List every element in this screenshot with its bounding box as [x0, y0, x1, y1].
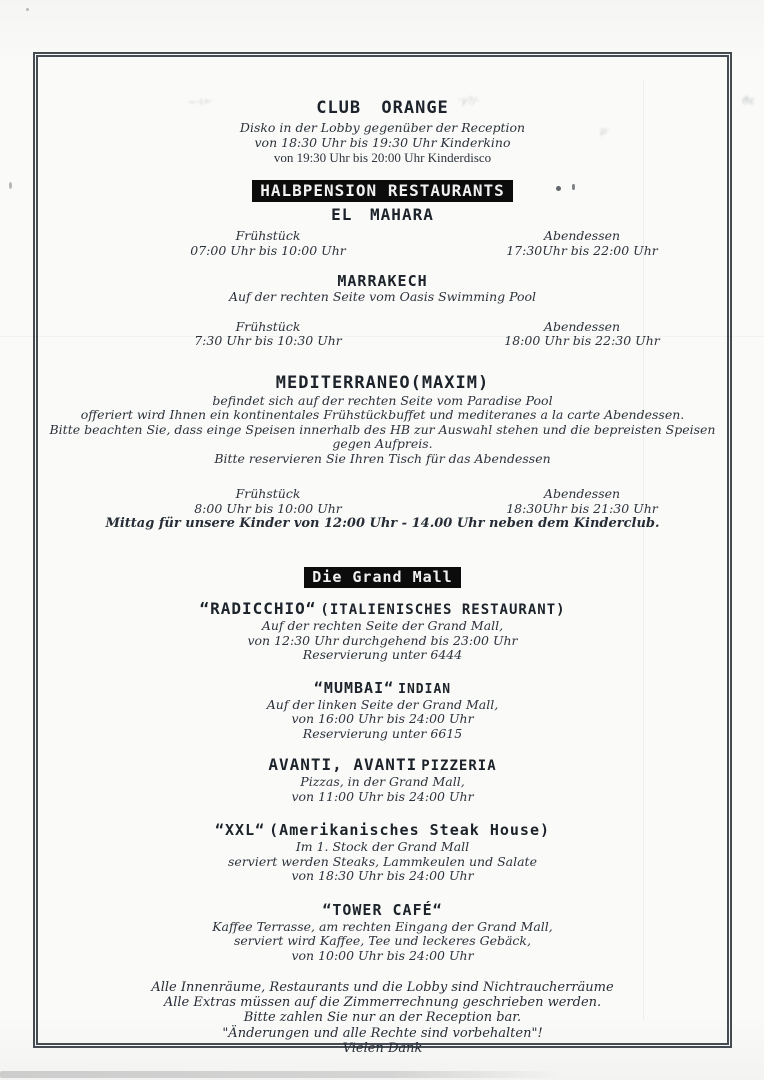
breakfast-label: Frühstück [235, 318, 301, 334]
dinner-column [447, 320, 717, 349]
mediterraneo-line: offeriert wird Ihnen ein kontinentales Frühstückbuffet und mediteranes a la carte Abendessen. [80, 407, 685, 422]
xxl-line: serviert werden Steaks, Lammkeulen und Salate [228, 853, 537, 869]
radicchio-info [38, 619, 727, 663]
dinner-column [447, 229, 717, 258]
scan-speck [26, 8, 29, 11]
marrakech-title: MARRAKECH [337, 272, 428, 290]
el-mahara-title: EL MAHARA [331, 205, 434, 224]
breakfast-time: 7:30 Uhr bis 10:30 Uhr [194, 333, 342, 348]
dinner-time: 17:30Uhr bis 22:00 Uhr [506, 242, 658, 258]
footer-line: "Änderungen und alle Rechte sind vorbehalten"! [222, 1025, 543, 1041]
breakfast-label: Frühstück [235, 486, 301, 501]
dinner-time: 18:00 Uhr bis 22:30 Uhr [504, 333, 660, 348]
mumbai-line: Auf der linken Seite der Grand Mall, [266, 696, 499, 712]
scan-smudge: ~·ι»· [187, 96, 214, 109]
mediterraneo-line: Bitte beachten Sie, dass einge Speisen innerhalb des HB zur Auswahl stehen und die bepreisten Speisen gegen Aufpreis. [49, 421, 716, 451]
halbpension-banner: HALBPENSION RESTAURANTS [252, 180, 513, 202]
xxl-info [38, 840, 727, 884]
footer-line: Bitte zahlen Sie nur an der Reception bar. [243, 1010, 522, 1026]
tower-cafe-title: “TOWER CAFÉ“ [322, 900, 443, 919]
xxl-title: “XXL“ [214, 821, 266, 839]
avanti-line: von 11:00 Uhr bis 24:00 Uhr [291, 788, 474, 804]
breakfast-time: 8:00 Uhr bis 10:00 Uhr [194, 500, 342, 516]
kids-lunch-note: Mittag für unsere Kinder von 12:00 Uhr - 14.00 Uhr neben dem Kinderclub. [105, 516, 660, 531]
footer-line: Alle Innenräume, Restaurants und die Lobby sind Nichtraucherräume [151, 980, 614, 995]
dinner-label: Abendessen [543, 486, 621, 501]
xxl-line: von 18:30 Uhr bis 24:00 Uhr [291, 868, 474, 883]
dinner-label: Abendessen [543, 318, 621, 334]
tower-cafe-line: Kaffee Terrasse, am rechten Eingang der Grand Mall, [212, 918, 553, 934]
menu-document [38, 57, 727, 1056]
dinner-label: Abendessen [543, 228, 621, 243]
scan-smudge: ·γ?/· [457, 95, 480, 108]
club-orange-info [38, 121, 727, 165]
club-orange-line: von 18:30 Uhr bis 19:30 Uhr Kinderkino [254, 134, 511, 150]
radicchio-title: “RADICCHIO“ [199, 599, 317, 618]
breakfast-time: 07:00 Uhr bis 10:00 Uhr [190, 242, 346, 258]
mumbai-title: “MUMBAI“ [313, 678, 395, 697]
radicchio-line: Auf der rechten Seite der Grand Mall, [261, 618, 504, 633]
tower-cafe-line: von 10:00 Uhr bis 24:00 Uhr [291, 947, 474, 963]
tower-cafe-info [38, 920, 727, 964]
scan-mark: ϑε [742, 96, 755, 107]
mediterraneo-schedule [38, 487, 727, 516]
club-orange-line: von 19:30 Uhr bis 20:00 Uhr Kinderdisco [273, 150, 492, 165]
dinner-column [447, 487, 717, 516]
avanti-line: Pizzas, in der Grand Mall, [300, 774, 465, 789]
mediterraneo-line: befindet sich auf der rechten Seite vom Paradise Pool [212, 392, 553, 408]
mediterraneo-line: Bitte reservieren Sie Ihren Tisch für das Abendessen [214, 450, 551, 466]
radicchio-line: von 12:30 Uhr durchgehend bis 23:00 Uhr [247, 632, 518, 648]
avanti-title: AVANTI, AVANTI [268, 755, 418, 774]
el-mahara-schedule [38, 229, 727, 258]
mumbai-info [38, 698, 727, 742]
scan-smudge: μ· [600, 126, 610, 137]
tower-cafe-line: serviert wird Kaffee, Tee und leckeres Gebäck, [234, 933, 531, 948]
breakfast-column [133, 229, 403, 258]
avanti-info [38, 775, 727, 804]
breakfast-label: Frühstück [235, 228, 301, 243]
mumbai-title-suffix: INDIAN [398, 681, 452, 697]
dinner-time: 18:30Uhr bis 21:30 Uhr [506, 500, 658, 516]
mumbai-line: Reservierung unter 6615 [302, 725, 463, 741]
footer-notes [38, 980, 727, 1056]
club-orange-title: CLUB ORANGE [316, 98, 449, 118]
breakfast-column [133, 320, 403, 349]
avanti-title-suffix: PIZZERIA [421, 758, 497, 774]
club-orange-line: Disko in der Lobby gegenüber der Reception [239, 120, 526, 135]
footer-line: Alle Extras müssen auf die Zimmerrechnung geschrieben werden. [163, 995, 602, 1011]
mediterraneo-info [38, 394, 727, 467]
scan-speck [9, 182, 12, 189]
xxl-title-suffix: (Amerikanisches Steak House) [269, 821, 551, 839]
radicchio-title-suffix: (ITALIENISCHES RESTAURANT) [320, 602, 566, 618]
marrakech-schedule [38, 320, 727, 349]
scan-edge-shadow [0, 1071, 562, 1078]
mediterraneo-title: MEDITERRANEO(MAXIM) [275, 372, 490, 393]
mumbai-line: von 16:00 Uhr bis 24:00 Uhr [291, 711, 474, 726]
xxl-line: Im 1. Stock der Grand Mall [295, 839, 470, 854]
marrakech-subtitle: Auf der rechten Seite vom Oasis Swimming Pool [228, 289, 537, 304]
breakfast-column [133, 487, 403, 516]
radicchio-line: Reservierung unter 6444 [302, 647, 463, 662]
grand-mall-banner: Die Grand Mall [304, 567, 460, 588]
footer-line: Vielen Dank [342, 1040, 423, 1056]
